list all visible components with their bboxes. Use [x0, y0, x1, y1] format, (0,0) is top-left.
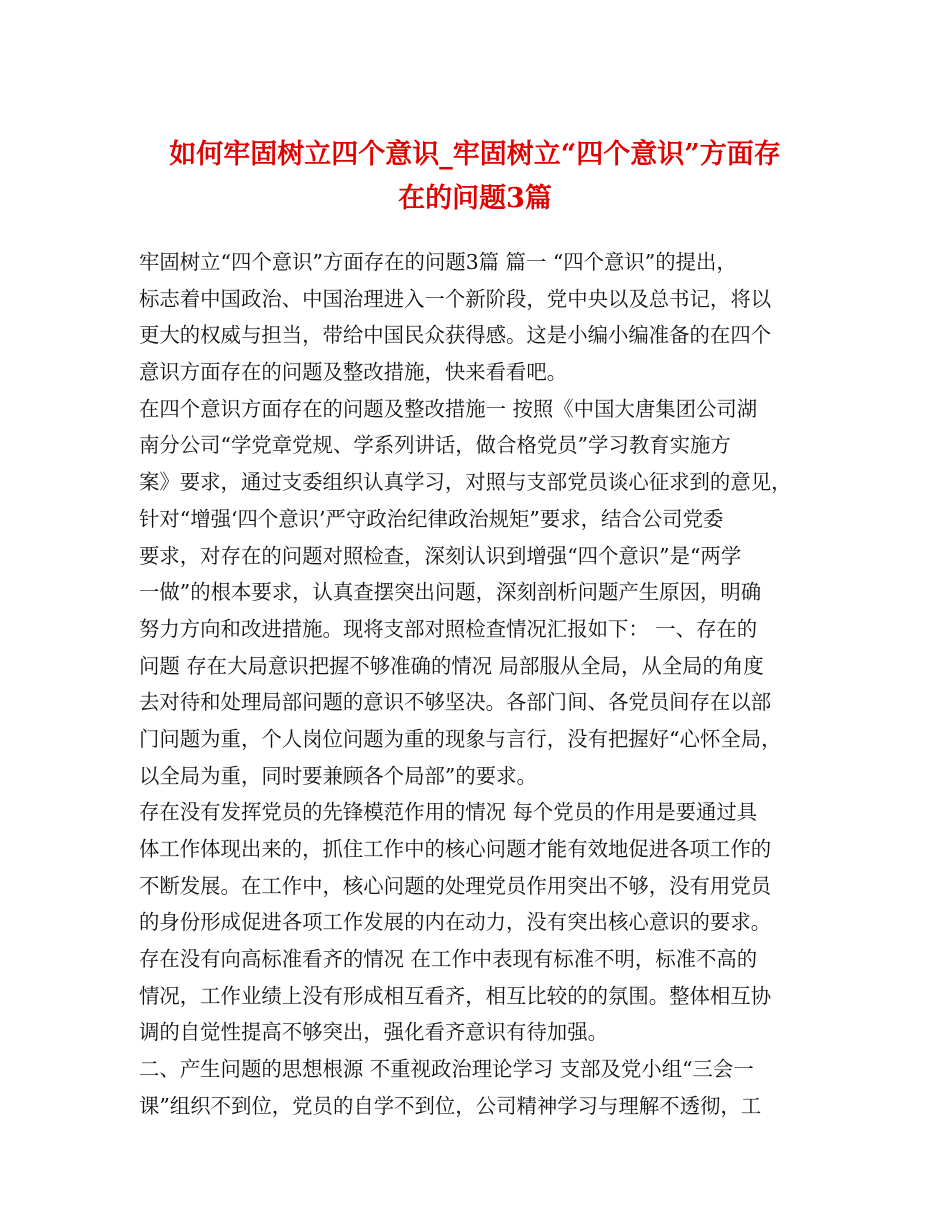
body-line: 的身份形成促进各项工作发展的内在动力，没有突出核心意识的要求。: [139, 910, 772, 935]
document-title-line-2: 在的问题3篇: [398, 183, 552, 214]
body-line: 针对“增强‘四个意识’严守政治纪律政治规矩”要求，结合公司党委: [139, 506, 724, 531]
body-line: 调的自觉性提高不够突出，强化看齐意识有待加强。: [139, 1020, 608, 1045]
body-line: 不断发展。在工作中，核心问题的处理党员作用突出不够，没有用党员: [139, 873, 772, 898]
body-line: 存在没有向高标准看齐的情况 在工作中表现有标准不明，标准不高的: [139, 947, 758, 972]
body-line: 以全局为重，同时要兼顾各个局部”的要求。: [139, 763, 537, 788]
body-line: 牢固树立“四个意识”方面存在的问题3篇 篇一 “四个意识”的提出，: [139, 250, 737, 274]
body-line: 南分公司“学党章党规、学系列讲话，做合格党员”学习教育实施方: [139, 433, 731, 458]
body-line: 标志着中国政治、中国治理进入一个新阶段，党中央以及总书记，将以: [139, 286, 772, 311]
body-line: 二、产生问题的思想根源 不重视政治理论学习 支部及党小组“三会一: [139, 1057, 754, 1082]
body-line: 更大的权威与担当，带给中国民众获得感。这是小编小编准备的在四个: [139, 323, 772, 348]
body-line: 门问题为重，个人岗位问题为重的现象与言行，没有把握好“心怀全局，: [139, 726, 782, 751]
body-line: 体工作体现出来的，抓住工作中的核心问题才能有效地促进各项工作的: [139, 837, 772, 861]
body-line: 要求，对存在的问题对照检查，深刻认识到增强“四个意识”是“两学: [139, 543, 742, 568]
body-line: 情况，工作业绩上没有形成相互看齐，相互比较的的氛围。整体相互协: [139, 983, 772, 1008]
document-title-line-1: 如何牢固树立四个意识_牢固树立“四个意识”方面存: [169, 139, 781, 170]
body-line: 课”组织不到位，党员的自学不到位，公司精神学习与理解不透彻，工: [139, 1093, 762, 1118]
body-line: 努力方向和改进措施。现将支部对照检查情况汇报如下： 一、存在的: [139, 616, 758, 641]
document-body: [139, 244, 829, 1125]
body-line: 存在没有发挥党员的先锋模范作用的情况 每个党员的作用是要通过具: [139, 800, 758, 825]
body-line: 在四个意识方面存在的问题及整改措施一 按照《中国大唐集团公司湖: [139, 396, 758, 421]
body-line: 去对待和处理局部问题的意识不够坚决。各部门间、各党员间存在以部: [139, 690, 772, 715]
body-line: 一做”的根本要求，认真查摆突出问题，深刻剖析问题产生原因，明确: [139, 580, 762, 605]
body-line: 问题 存在大局意识把握不够准确的情况 局部服从全局，从全局的角度: [139, 653, 764, 678]
body-line: 意识方面存在的问题及整改措施，快来看看吧。: [139, 360, 568, 385]
body-line: 案》要求，通过支委组织认真学习，对照与支部党员谈心征求到的意见，: [139, 470, 792, 495]
